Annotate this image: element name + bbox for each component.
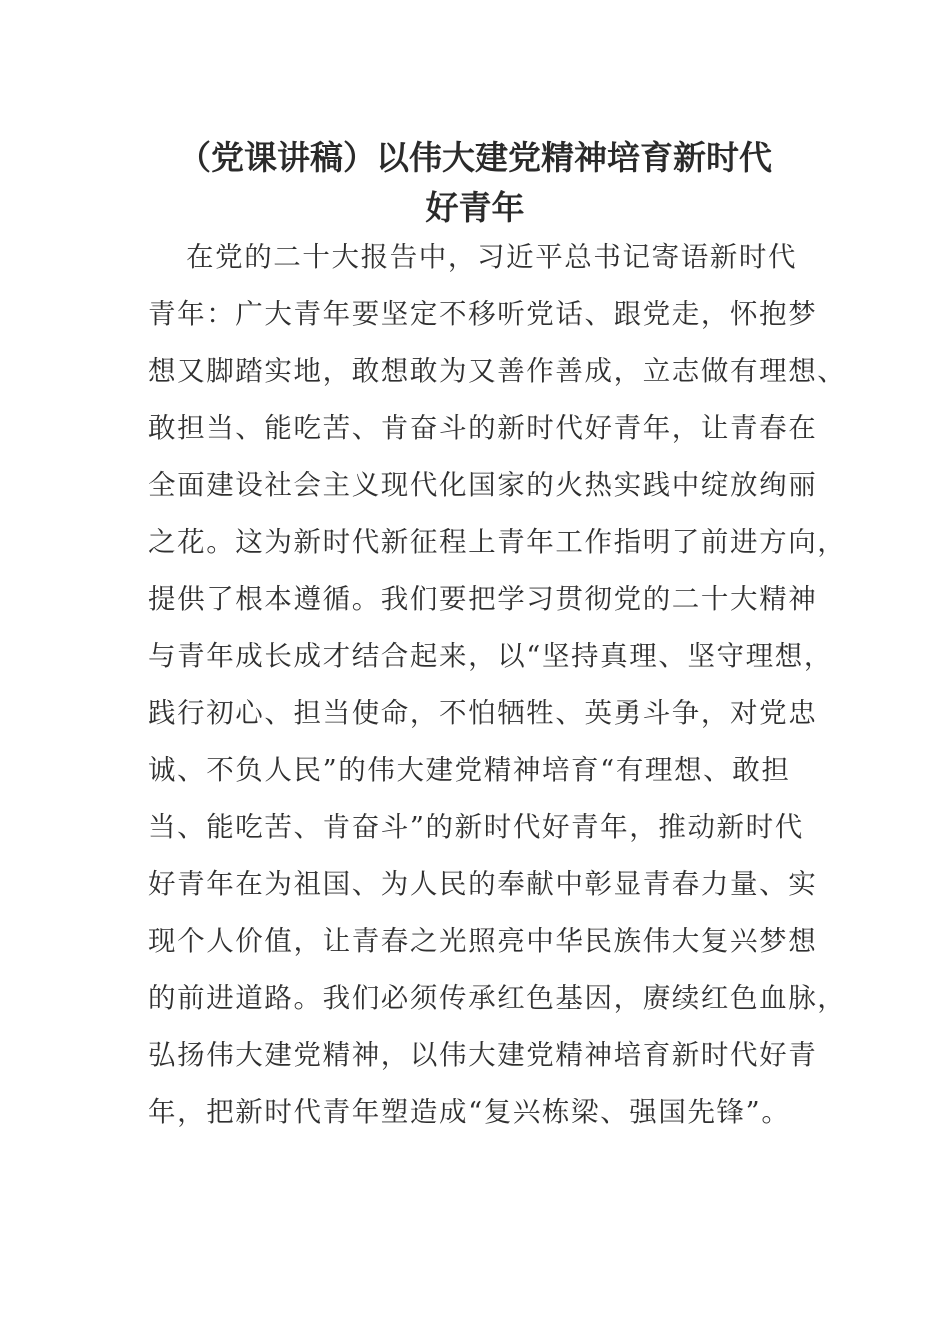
body-line: 与青年成长成才结合起来，以“坚持真理、坚守理想， xyxy=(148,640,833,672)
body-line: 青年：广大青年要坚定不移听党话、跟党走，怀抱梦 xyxy=(148,298,818,330)
body-line: 想又脚踏实地，敢想敢为又善作善成，立志做有理想、 xyxy=(148,355,847,387)
body-line: 全面建设社会主义现代化国家的火热实践中绽放绚丽 xyxy=(148,469,818,501)
body-line: 当、能吃苦、肯奋斗”的新时代好青年，推动新时代 xyxy=(148,811,804,843)
document-title-line-1: （党课讲稿）以伟大建党精神培育新时代 xyxy=(178,138,772,177)
document-title-line-2: 好青年 xyxy=(425,188,525,227)
body-line: 弘扬伟大建党精神，以伟大建党精神培育新时代好青 xyxy=(148,1039,818,1071)
body-line: 好青年在为祖国、为人民的奉献中彰显青春力量、实 xyxy=(148,868,818,900)
body-line: 的前进道路。我们必须传承红色基因，赓续红色血脉， xyxy=(148,982,847,1014)
body-line: 诚、不负人民”的伟大建党精神培育“有理想、敢担 xyxy=(148,754,791,786)
body-line: 敢担当、能吃苦、肯奋斗的新时代好青年，让青春在 xyxy=(148,412,818,444)
body-line: 之花。这为新时代新征程上青年工作指明了前进方向， xyxy=(148,526,847,558)
body-line: 践行初心、担当使命，不怕牺牲、英勇斗争，对党忠 xyxy=(148,697,818,729)
body-line: 年，把新时代青年塑造成“复兴栋梁、强国先锋”。 xyxy=(148,1096,791,1128)
body-line: 在党的二十大报告中，习近平总书记寄语新时代 xyxy=(186,241,798,273)
body-line: 提供了根本遵循。我们要把学习贯彻党的二十大精神 xyxy=(148,583,818,615)
body-line: 现个人价值，让青春之光照亮中华民族伟大复兴梦想 xyxy=(148,925,818,957)
